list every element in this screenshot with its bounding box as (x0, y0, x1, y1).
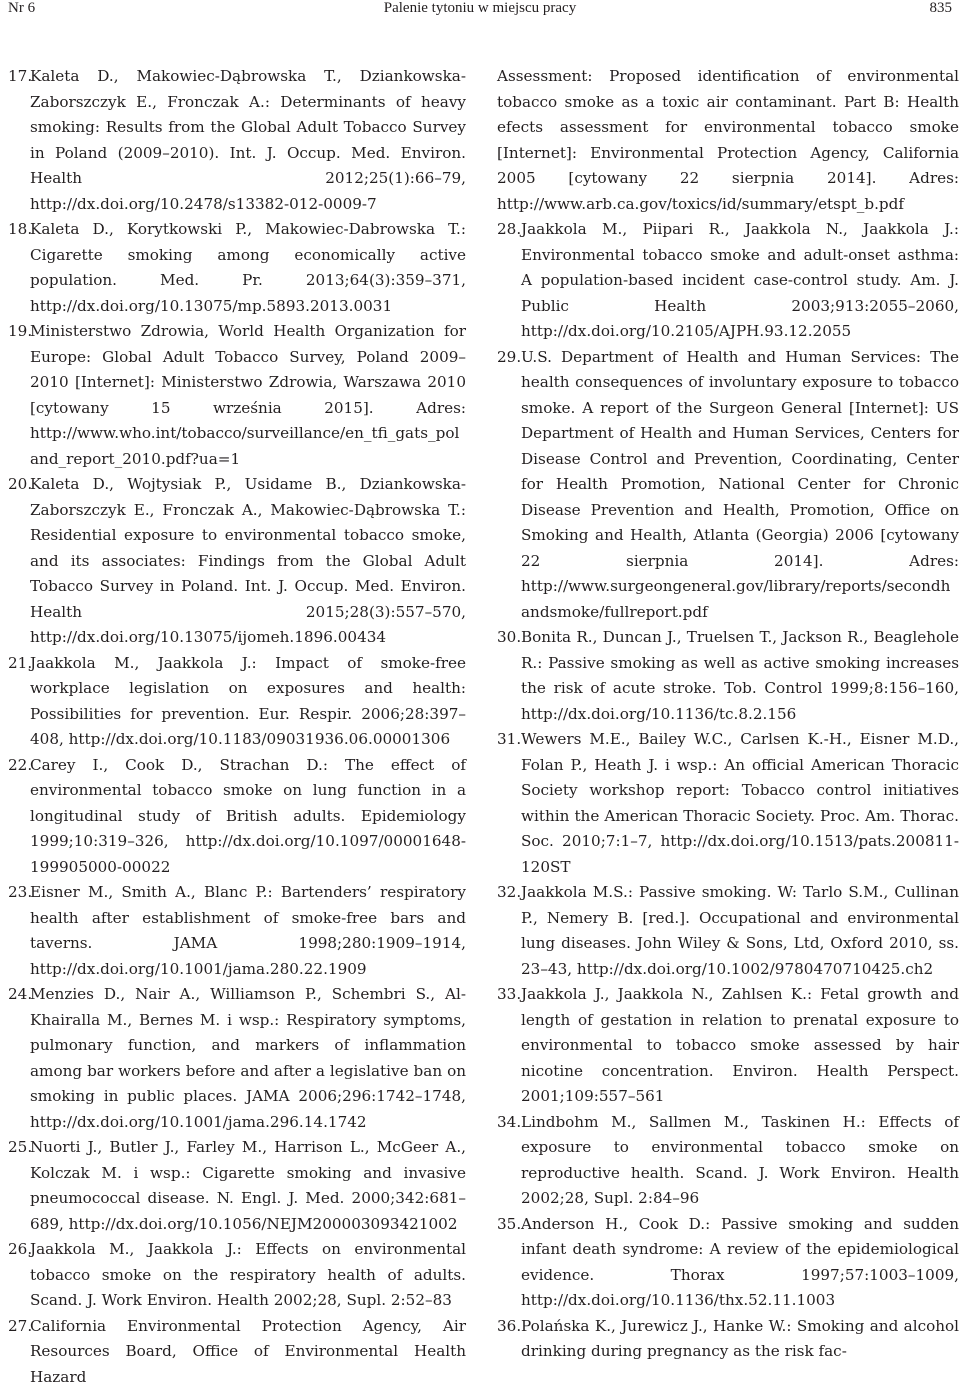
reference-item: 17. Kaleta D., Makowiec-Dąbrowska T., Dziankowska-Zaborszczyk E., Fronczak A.: Determinants of heavy smoking: Results from the Global Adult Tobacco Survey in Poland (2009–2010). Int. J. Occup. Med. Environ. Health 2012;25(1):66–79, http://dx.doi.org/10.2478/s13382-012-0009-7 (8, 64, 466, 217)
reference-item: 22. Carey I., Cook D., Strachan D.: The effect of environmental tobacco smoke on lung function in a longitudinal study of British adults. Epidemiology 1999;10:319–326, http://dx.doi.org/10.1097/00001648-199905000-00022 (8, 753, 466, 881)
reference-text: Jaakkola M., Piipari R., Jaakkola N., Jaakkola J.: Environmental tobacco smoke and adult-onset asthma: A population-based incident case-control study. Am. J. Public Health 2003;913:2055–2060, http://dx.doi.org/10.2105/AJPH.93.12.2055 (521, 217, 959, 345)
reference-item-continued (497, 64, 959, 217)
reference-text: Lindbohm M., Sallmen M., Taskinen H.: Effects of exposure to environmental tobacco smoke on reproductive health. Scand. J. Work Environ. Health 2002;28, Supl. 2:84–96 (521, 1110, 959, 1212)
reference-item: 32. Jaakkola M.S.: Passive smoking. W: Tarlo S.M., Cullinan P., Nemery B. [red.]. Occupational and environmental lung diseases. John Wiley & Sons, Ltd, Oxford 2010, ss. 23–43, http://dx.doi.org/10.1002/9780470710425.ch2 (497, 880, 959, 982)
reference-text: Kaleta D., Wojtysiak P., Usidame B., Dziankowska-Zaborszczyk E., Fronczak A., Makowiec-Dąbrowska T.: Residential exposure to environmental tobacco smoke, and its associates: Findings from the Global Adult Tobacco Survey in Poland. Int. J. Occup. Med. Environ. Health 2015;28(3):557–570, http://dx.doi.org/10.13075/ijomeh.1896.00434 (30, 472, 466, 651)
reference-item: 36. Polańska K., Jurewicz J., Hanke W.: Smoking and alcohol drinking during pregnancy as the risk fac- (497, 1314, 959, 1365)
running-title: Palenie tytoniu w miejscu pracy (0, 0, 960, 17)
running-header (0, 0, 960, 24)
reference-text: Ministerstwo Zdrowia, World Health Organization for Europe: Global Adult Tobacco Survey, Poland 2009–2010 [Internet]: Ministerstwo Zdrowia, Warszawa 2010 [cytowany 15 września 2015]. Adres: http://www.who.int/tobacco/surveillance/en_tfi_gats_poland_report_2010.pdf?ua=1 (30, 319, 466, 472)
reference-item: 26. Jaakkola M., Jaakkola J.: Effects on environmental tobacco smoke on the respiratory health of adults. Scand. J. Work Environ. Health 2002;28, Supl. 2:52–83 (8, 1237, 466, 1314)
reference-text: Jaakkola M., Jaakkola J.: Effects on environmental tobacco smoke on the respiratory health of adults. Scand. J. Work Environ. Health 2002;28, Supl. 2:52–83 (30, 1237, 466, 1314)
reference-text: Polańska K., Jurewicz J., Hanke W.: Smoking and alcohol drinking during pregnancy as the risk fac- (521, 1314, 959, 1365)
reference-text: Eisner M., Smith A., Blanc P.: Bartenders’ respiratory health after establishment of smoke-free bars and taverns. JAMA 1998;280:1909–1914, http://dx.doi.org/10.1001/jama.280.22.1909 (30, 880, 466, 982)
left-column-references (8, 64, 466, 1390)
right-column-references (497, 64, 959, 1365)
reference-item: 35. Anderson H., Cook D.: Passive smoking and sudden infant death syndrome: A review of the epidemiological evidence. Thorax 1997;57:1003–1009, http://dx.doi.org/10.1136/thx.52.11.1003 (497, 1212, 959, 1314)
reference-text: Assessment: Proposed identification of environmental tobacco smoke as a toxic air contaminant. Part B: Health efects assessment for environmental tobacco smoke [Internet]: Environmental Protection Agency, California 2005 [cytowany 22 sierpnia 2014]. Adres: http://www.arb.ca.gov/toxics/id/summary/etspt_b.pdf (497, 64, 959, 217)
reference-item: 30. Bonita R., Duncan J., Truelsen T., Jackson R., Beaglehole R.: Passive smoking as well as active smoking increases the risk of acute stroke. Tob. Control 1999;8:156–160, http://dx.doi.org/10.1136/tc.8.2.156 (497, 625, 959, 727)
reference-item: 21. Jaakkola M., Jaakkola J.: Impact of smoke-free workplace legislation on exposures and health: Possibilities for prevention. Eur. Respir. 2006;28:397–408, http://dx.doi.org/10.1183/09031936.06.00001306 (8, 651, 466, 753)
reference-text: Bonita R., Duncan J., Truelsen T., Jackson R., Beaglehole R.: Passive smoking as well as active smoking increases the risk of acute stroke. Tob. Control 1999;8:156–160, http://dx.doi.org/10.1136/tc.8.2.156 (521, 625, 959, 727)
reference-item: 19. Ministerstwo Zdrowia, World Health Organization for Europe: Global Adult Tobacco Survey, Poland 2009–2010 [Internet]: Ministerstwo Zdrowia, Warszawa 2010 [cytowany 15 września 2015]. Adres: http://www.who.int/tobacco/surveillance/en_tfi_gats_poland_report_2010.pdf?ua=1 (8, 319, 466, 472)
reference-text: Jaakkola M., Jaakkola J.: Impact of smoke-free workplace legislation on exposures and health: Possibilities for prevention. Eur. Respir. 2006;28:397–408, http://dx.doi.org/10.1183/09031936.06.00001306 (30, 651, 466, 753)
reference-text: California Environmental Protection Agency, Air Resources Board, Office of Environmental Health Hazard (30, 1314, 466, 1390)
reference-item: 27. California Environmental Protection Agency, Air Resources Board, Office of Environmental Health Hazard (8, 1314, 466, 1390)
reference-text: Kaleta D., Makowiec-Dąbrowska T., Dziankowska-Zaborszczyk E., Fronczak A.: Determinants of heavy smoking: Results from the Global Adult Tobacco Survey in Poland (2009–2010). Int. J. Occup. Med. Environ. Health 2012;25(1):66–79, http://dx.doi.org/10.2478/s13382-012-0009-7 (30, 64, 466, 217)
reference-item: 24. Menzies D., Nair A., Williamson P., Schembri S., Al-Khairalla M., Bernes M. i wsp.: Respiratory symptoms, pulmonary function, and markers of inflammation among bar workers before and after a legislative ban on smoking in public places. JAMA 2006;296:1742–1748, http://dx.doi.org/10.1001/jama.296.14.1742 (8, 982, 466, 1135)
issue-number: Nr 6 (8, 0, 35, 17)
reference-text: Nuorti J., Butler J., Farley M., Harrison L., McGeer A., Kolczak M. i wsp.: Cigarette smoking and invasive pneumococcal disease. N. Engl. J. Med. 2000;342:681–689, http://dx.doi.org/10.1056/NEJM200003093421002 (30, 1135, 466, 1237)
reference-item: 25. Nuorti J., Butler J., Farley M., Harrison L., McGeer A., Kolczak M. i wsp.: Cigarette smoking and invasive pneumococcal disease. N. Engl. J. Med. 2000;342:681–689, http://dx.doi.org/10.1056/NEJM200003093421002 (8, 1135, 466, 1237)
reference-text: Jaakkola M.S.: Passive smoking. W: Tarlo S.M., Cullinan P., Nemery B. [red.]. Occupational and environmental lung diseases. John Wiley & Sons, Ltd, Oxford 2010, ss. 23–43, http://dx.doi.org/10.1002/9780470710425.ch2 (521, 880, 959, 982)
reference-text: U.S. Department of Health and Human Services: The health consequences of involuntary exposure to tobacco smoke. A report of the Surgeon General [Internet]: US Department of Health and Human Services, Centers for Disease Control and Prevention, Coordinating, Center for Health Promotion, National Center for Chronic Disease Prevention and Health, Promotion, Office on Smoking and Health, Atlanta (Georgia) 2006 [cytowany 22 sierpnia 2014]. Adres: http://www.surgeongeneral.gov/library/reports/secondhandsmoke/fullreport.pdf (521, 345, 959, 626)
reference-item: 18. Kaleta D., Korytkowski P., Makowiec-Dabrowska T.: Cigarette smoking among economically active population. Med. Pr. 2013;64(3):359–371, http://dx.doi.org/10.13075/mp.5893.2013.0031 (8, 217, 466, 319)
page-number: 835 (930, 0, 953, 17)
reference-item: 31. Wewers M.E., Bailey W.C., Carlsen K.-H., Eisner M.D., Folan P., Heath J. i wsp.: An official American Thoracic Society workshop report: Tobacco control initiatives within the American Thoracic Society. Proc. Am. Thorac. Soc. 2010;7:1–7, http://dx.doi.org/10.1513/pats.200811-120ST (497, 727, 959, 880)
reference-text: Carey I., Cook D., Strachan D.: The effect of environmental tobacco smoke on lung function in a longitudinal study of British adults. Epidemiology 1999;10:319–326, http://dx.doi.org/10.1097/00001648-199905000-00022 (30, 753, 466, 881)
reference-text: Anderson H., Cook D.: Passive smoking and sudden infant death syndrome: A review of the epidemiological evidence. Thorax 1997;57:1003–1009, http://dx.doi.org/10.1136/thx.52.11.1003 (521, 1212, 959, 1314)
reference-item: 33. Jaakkola J., Jaakkola N., Zahlsen K.: Fetal growth and length of gestation in relation to prenatal exposure to environmental to tobacco smoke assessed by hair nicotine concentration. Environ. Health Perspect. 2001;109:557–561 (497, 982, 959, 1110)
reference-item: 34. Lindbohm M., Sallmen M., Taskinen H.: Effects of exposure to environmental tobacco smoke on reproductive health. Scand. J. Work Environ. Health 2002;28, Supl. 2:84–96 (497, 1110, 959, 1212)
reference-item: 23. Eisner M., Smith A., Blanc P.: Bartenders’ respiratory health after establishment of smoke-free bars and taverns. JAMA 1998;280:1909–1914, http://dx.doi.org/10.1001/jama.280.22.1909 (8, 880, 466, 982)
reference-text: Wewers M.E., Bailey W.C., Carlsen K.-H., Eisner M.D., Folan P., Heath J. i wsp.: An official American Thoracic Society workshop report: Tobacco control initiatives within the American Thoracic Society. Proc. Am. Thorac. Soc. 2010;7:1–7, http://dx.doi.org/10.1513/pats.200811-120ST (521, 727, 959, 880)
reference-item: 28. Jaakkola M., Piipari R., Jaakkola N., Jaakkola J.: Environmental tobacco smoke and adult-onset asthma: A population-based incident case-control study. Am. J. Public Health 2003;913:2055–2060, http://dx.doi.org/10.2105/AJPH.93.12.2055 (497, 217, 959, 345)
reference-item: 20. Kaleta D., Wojtysiak P., Usidame B., Dziankowska-Zaborszczyk E., Fronczak A., Makowiec-Dąbrowska T.: Residential exposure to environmental tobacco smoke, and its associates: Findings from the Global Adult Tobacco Survey in Poland. Int. J. Occup. Med. Environ. Health 2015;28(3):557–570, http://dx.doi.org/10.13075/ijomeh.1896.00434 (8, 472, 466, 651)
reference-text: Jaakkola J., Jaakkola N., Zahlsen K.: Fetal growth and length of gestation in relation to prenatal exposure to environmental to tobacco smoke assessed by hair nicotine concentration. Environ. Health Perspect. 2001;109:557–561 (521, 982, 959, 1110)
reference-text: Menzies D., Nair A., Williamson P., Schembri S., Al-Khairalla M., Bernes M. i wsp.: Respiratory symptoms, pulmonary function, and markers of inflammation among bar workers before and after a legislative ban on smoking in public places. JAMA 2006;296:1742–1748, http://dx.doi.org/10.1001/jama.296.14.1742 (30, 982, 466, 1135)
reference-text: Kaleta D., Korytkowski P., Makowiec-Dabrowska T.: Cigarette smoking among economically active population. Med. Pr. 2013;64(3):359–371, http://dx.doi.org/10.13075/mp.5893.2013.0031 (30, 217, 466, 319)
reference-item: 29. U.S. Department of Health and Human Services: The health consequences of involuntary exposure to tobacco smoke. A report of the Surgeon General [Internet]: US Department of Health and Human Services, Centers for Disease Control and Prevention, Coordinating, Center for Health Promotion, National Center for Chronic Disease Prevention and Health, Promotion, Office on Smoking and Health, Atlanta (Georgia) 2006 [cytowany 22 sierpnia 2014]. Adres: http://www.surgeongeneral.gov/library/reports/secondhandsmoke/fullreport.pdf (497, 345, 959, 626)
